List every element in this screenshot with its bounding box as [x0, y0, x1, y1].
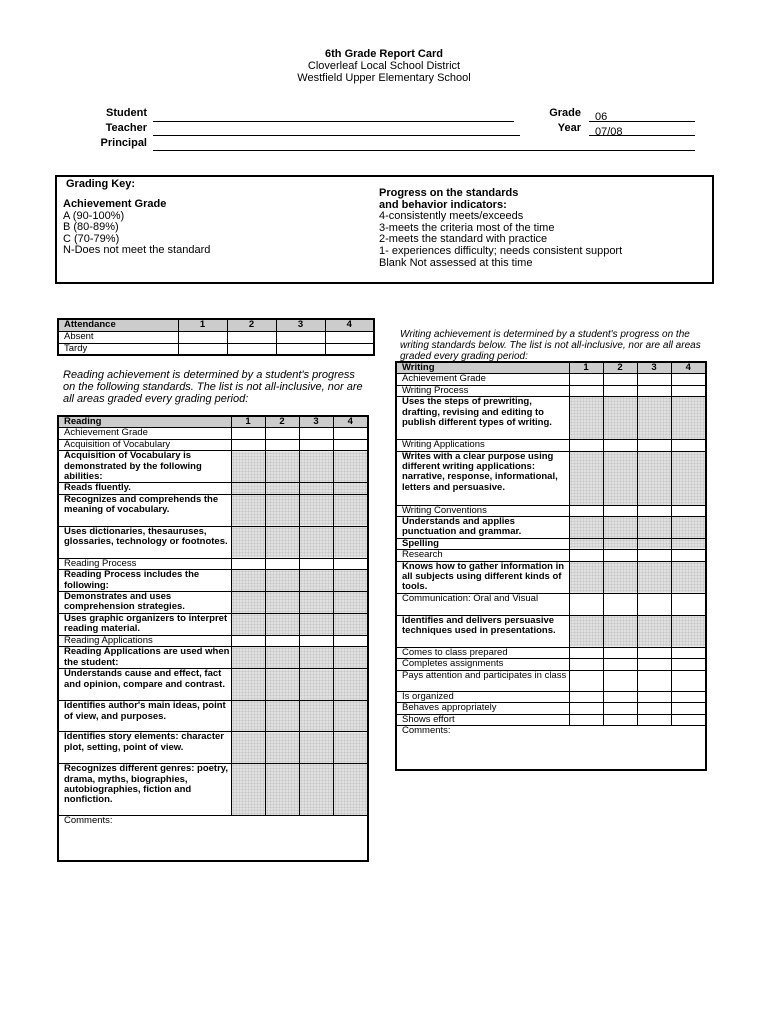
standard-label: Identifies author's main ideas, point of view, and purposes.	[58, 701, 231, 732]
column-header: 2	[227, 319, 276, 331]
grade-cell[interactable]	[671, 659, 706, 670]
grade-cell[interactable]	[333, 732, 368, 764]
table-row	[58, 592, 368, 614]
grade-cell[interactable]	[299, 483, 333, 494]
grade-cell[interactable]	[569, 561, 603, 593]
standard-label: Writing Applications	[396, 440, 569, 451]
grade-cell[interactable]	[637, 374, 671, 385]
grade-cell[interactable]	[265, 701, 299, 732]
table-row	[396, 374, 706, 385]
standard-label: Writing Conventions	[396, 505, 569, 516]
standard-label: Reading Applications	[58, 635, 231, 646]
grade-cell[interactable]	[671, 561, 706, 593]
grade-cell[interactable]	[671, 385, 706, 396]
reading-note: Reading achievement is determined by a student's progress on the following standards. The list is not all-inclusive, nor are all areas graded every grading period:	[63, 369, 363, 405]
district-name: Cloverleaf Local School District	[307, 60, 461, 72]
grade-cell[interactable]	[231, 592, 265, 614]
grade-cell[interactable]	[637, 593, 671, 615]
column-header: 1	[569, 362, 603, 374]
grade-cell[interactable]	[333, 451, 368, 483]
grade-cell[interactable]	[671, 714, 706, 725]
grade-cell[interactable]	[637, 550, 671, 561]
year-value: 07/08	[595, 126, 623, 138]
achievement-key-item: B (80-89%)	[63, 221, 119, 234]
table-row	[396, 659, 706, 670]
grade-cell[interactable]	[569, 615, 603, 647]
attendance-table	[57, 318, 375, 356]
standard-label: Identifies and delivers persuasive techniques used in presentations.	[396, 615, 569, 647]
year-field[interactable]	[589, 122, 695, 136]
attendance-row-label: Absent	[58, 331, 178, 343]
grade-cell[interactable]	[231, 439, 265, 450]
grade-cell[interactable]	[265, 592, 299, 614]
grade-cell[interactable]	[265, 669, 299, 701]
grade-cell[interactable]	[265, 764, 299, 816]
student-field[interactable]	[153, 107, 514, 122]
grade-cell[interactable]	[325, 343, 374, 355]
grade-cell[interactable]	[569, 440, 603, 451]
table-row	[58, 558, 368, 569]
report-title: 6th Grade Report Card	[325, 48, 443, 60]
grade-cell[interactable]	[603, 397, 637, 440]
grade-cell[interactable]	[265, 526, 299, 558]
reading-table	[57, 415, 369, 862]
grade-cell[interactable]	[333, 614, 368, 636]
grade-label: Grade	[549, 107, 581, 119]
grade-cell[interactable]	[569, 593, 603, 615]
grade-cell[interactable]	[299, 428, 333, 439]
column-header: 3	[637, 362, 671, 374]
grade-cell[interactable]	[569, 714, 603, 725]
grade-cell[interactable]	[299, 570, 333, 592]
column-header: 3	[276, 319, 325, 331]
table-row	[58, 439, 368, 450]
grade-cell[interactable]	[569, 385, 603, 396]
grade-cell[interactable]	[671, 517, 706, 539]
table-row	[58, 428, 368, 439]
grade-cell[interactable]	[265, 494, 299, 526]
grade-cell[interactable]	[637, 670, 671, 691]
grade-cell[interactable]	[231, 428, 265, 439]
grade-cell[interactable]	[603, 561, 637, 593]
table-row	[396, 385, 706, 396]
grade-cell[interactable]	[325, 331, 374, 343]
grade-cell[interactable]	[265, 647, 299, 669]
grade-cell[interactable]	[671, 615, 706, 647]
grade-cell[interactable]	[227, 343, 276, 355]
grade-cell[interactable]	[637, 451, 671, 505]
grade-cell[interactable]	[299, 732, 333, 764]
column-header: 1	[231, 416, 265, 428]
grade-cell[interactable]	[265, 570, 299, 592]
grade-cell[interactable]	[276, 331, 325, 343]
grade-cell[interactable]	[299, 764, 333, 816]
grade-cell[interactable]	[569, 670, 603, 691]
standard-label: Acquisition of Vocabulary is demonstrated by the following abilities:	[58, 451, 231, 483]
grade-cell[interactable]	[671, 505, 706, 516]
table-row	[396, 517, 706, 539]
grade-cell[interactable]	[265, 428, 299, 439]
grade-cell[interactable]	[299, 558, 333, 569]
grade-cell[interactable]	[333, 428, 368, 439]
grade-cell[interactable]	[637, 615, 671, 647]
report-header	[0, 48, 768, 84]
grade-cell[interactable]	[231, 614, 265, 636]
standard-label: Comes to class prepared	[396, 647, 569, 658]
table-row	[58, 494, 368, 526]
grade-cell[interactable]	[333, 558, 368, 569]
achievement-key-item: A (90-100%)	[63, 209, 125, 222]
comments-area[interactable]: Comments:	[58, 816, 368, 861]
grade-cell[interactable]	[637, 505, 671, 516]
grade-cell[interactable]	[299, 451, 333, 483]
table-row	[58, 732, 368, 764]
achievement-key-title: Achievement Grade	[63, 198, 167, 210]
grade-cell[interactable]	[603, 691, 637, 702]
grade-cell[interactable]	[569, 550, 603, 561]
grade-cell[interactable]	[671, 397, 706, 440]
grade-cell[interactable]	[299, 592, 333, 614]
grade-cell[interactable]	[603, 659, 637, 670]
grade-cell[interactable]	[231, 764, 265, 816]
grade-cell[interactable]	[333, 570, 368, 592]
grade-cell[interactable]	[603, 440, 637, 451]
progress-key	[379, 188, 622, 269]
table-row	[396, 593, 706, 615]
grade-cell[interactable]	[637, 561, 671, 593]
standard-label: Reads fluently.	[58, 483, 231, 494]
grade-cell[interactable]	[227, 331, 276, 343]
column-header: 4	[333, 416, 368, 428]
grade-cell[interactable]	[603, 647, 637, 658]
grade-cell[interactable]	[569, 659, 603, 670]
column-header: 2	[603, 362, 637, 374]
standard-label: Spelling	[396, 538, 569, 549]
table-row	[396, 505, 706, 516]
grade-cell[interactable]	[333, 635, 368, 646]
grade-cell[interactable]	[231, 701, 265, 732]
grade-cell[interactable]	[603, 714, 637, 725]
grade-cell[interactable]	[333, 592, 368, 614]
table-row	[396, 714, 706, 725]
grade-cell[interactable]	[671, 550, 706, 561]
table-row	[396, 451, 706, 505]
progress-key-item: 4-consistently meets/exceeds	[379, 210, 524, 223]
grading-key-title: Grading Key:	[66, 178, 136, 190]
grade-cell[interactable]	[671, 593, 706, 615]
grade-cell[interactable]	[231, 451, 265, 483]
grading-key-box	[55, 175, 714, 284]
progress-key-item: 2-meets the standard with practice	[379, 233, 548, 246]
progress-key-title: and behavior indicators:	[379, 198, 507, 211]
teacher-label: Teacher	[105, 122, 147, 134]
standard-label: Research	[396, 550, 569, 561]
standard-label: Uses the steps of prewriting, drafting, revising and editing to publish different types of writing.	[396, 397, 569, 440]
standard-label: Recognizes and comprehends the meaning of vocabulary.	[58, 494, 231, 526]
table-row	[396, 397, 706, 440]
grade-cell[interactable]	[333, 647, 368, 669]
grade-cell[interactable]	[299, 647, 333, 669]
grade-cell[interactable]	[603, 703, 637, 714]
grade-cell[interactable]	[603, 550, 637, 561]
grade-cell[interactable]	[603, 670, 637, 691]
grade-cell[interactable]	[231, 526, 265, 558]
standard-label: Is organized	[396, 691, 569, 702]
grade-cell[interactable]	[231, 635, 265, 646]
writing-table	[395, 361, 707, 771]
table-row	[396, 670, 706, 691]
progress-key-item: 3-meets the criteria most of the time	[379, 221, 555, 234]
grade-cell[interactable]	[231, 558, 265, 569]
achievement-key-item: C (70-79%)	[63, 232, 120, 245]
grade-cell[interactable]	[569, 647, 603, 658]
grade-cell[interactable]	[333, 701, 368, 732]
attendance-row-label: Tardy	[58, 343, 178, 355]
standard-label: Understands and applies punctuation and grammar.	[396, 517, 569, 539]
grade-cell[interactable]	[569, 505, 603, 516]
grade-cell[interactable]	[178, 331, 227, 343]
standard-label: Reading Process includes the following:	[58, 570, 231, 592]
table-row	[396, 550, 706, 561]
grade-cell[interactable]	[333, 494, 368, 526]
standard-label: Uses graphic organizers to interpret reading material.	[58, 614, 231, 636]
standard-label: Communication: Oral and Visual	[396, 593, 569, 615]
grade-cell[interactable]	[333, 483, 368, 494]
grade-cell[interactable]	[603, 538, 637, 549]
student-label: Student	[106, 107, 147, 119]
table-row	[396, 538, 706, 549]
achievement-key	[63, 199, 210, 257]
grade-cell[interactable]	[637, 703, 671, 714]
grade-cell[interactable]	[671, 670, 706, 691]
grade-cell[interactable]	[333, 764, 368, 816]
principal-field[interactable]	[153, 137, 695, 151]
standard-label: Demonstrates and uses comprehension strategies.	[58, 592, 231, 614]
grade-cell[interactable]	[671, 538, 706, 549]
principal-label: Principal	[100, 137, 147, 149]
grade-cell[interactable]	[637, 397, 671, 440]
grade-cell[interactable]	[569, 703, 603, 714]
grade-cell[interactable]	[231, 732, 265, 764]
table-row	[396, 615, 706, 647]
grade-cell[interactable]	[299, 635, 333, 646]
grade-cell[interactable]	[333, 526, 368, 558]
grade-cell[interactable]	[299, 439, 333, 450]
column-header: 4	[325, 319, 374, 331]
grade-cell[interactable]	[569, 538, 603, 549]
standard-label: Achievement Grade	[58, 428, 231, 439]
standard-label: Writes with a clear purpose using different writing applications: narrative, response, informational, letters and persuasive.	[396, 451, 569, 505]
standard-label: Completes assignments	[396, 659, 569, 670]
grade-cell[interactable]	[603, 451, 637, 505]
table-row	[58, 570, 368, 592]
grade-field[interactable]	[589, 107, 695, 122]
progress-key-title: Progress on the standards	[379, 187, 519, 199]
attendance-title: Attendance	[58, 319, 178, 331]
standard-label: Recognizes different genres: poetry, drama, myths, biographies, autobiographies, fiction and nonfiction.	[58, 764, 231, 816]
standard-label: Reading Process	[58, 558, 231, 569]
grade-cell[interactable]	[637, 691, 671, 702]
grade-cell[interactable]	[299, 701, 333, 732]
standard-label: Achievement Grade	[396, 374, 569, 385]
table-row	[58, 635, 368, 646]
progress-key-item: 1- experiences difficulty; needs consistent support	[379, 244, 623, 257]
grade-cell[interactable]	[671, 691, 706, 702]
table-row	[58, 614, 368, 636]
grade-cell[interactable]	[265, 439, 299, 450]
table-row	[396, 561, 706, 593]
school-name: Westfield Upper Elementary School	[297, 72, 471, 84]
grade-value: 06	[595, 111, 608, 123]
grade-cell[interactable]	[637, 385, 671, 396]
table-row	[58, 647, 368, 669]
grade-cell[interactable]	[333, 439, 368, 450]
column-header: 2	[265, 416, 299, 428]
table-row	[396, 440, 706, 451]
grade-cell[interactable]	[671, 647, 706, 658]
grade-cell[interactable]	[231, 494, 265, 526]
grade-cell[interactable]	[276, 343, 325, 355]
grade-cell[interactable]	[231, 647, 265, 669]
grade-cell[interactable]	[265, 483, 299, 494]
standard-label: Knows how to gather information in all subjects using different kinds of tools.	[396, 561, 569, 593]
grade-cell[interactable]	[637, 647, 671, 658]
standard-label: Identifies story elements: character plot, setting, point of view.	[58, 732, 231, 764]
grade-cell[interactable]	[265, 558, 299, 569]
table-row	[58, 669, 368, 701]
year-label: Year	[557, 122, 581, 134]
standard-label: Writing Process	[396, 385, 569, 396]
table-row	[396, 691, 706, 702]
grade-cell[interactable]	[603, 517, 637, 539]
grade-cell[interactable]	[671, 703, 706, 714]
grade-cell[interactable]	[637, 714, 671, 725]
grade-cell[interactable]	[603, 593, 637, 615]
grade-cell[interactable]	[671, 440, 706, 451]
grade-cell[interactable]	[178, 343, 227, 355]
table-row	[396, 703, 706, 714]
reading-title: Reading	[58, 416, 231, 428]
grade-cell[interactable]	[265, 614, 299, 636]
grade-cell[interactable]	[603, 615, 637, 647]
grade-cell[interactable]	[299, 614, 333, 636]
grade-cell[interactable]	[231, 570, 265, 592]
grade-cell[interactable]	[569, 374, 603, 385]
grade-cell[interactable]	[603, 385, 637, 396]
grade-cell[interactable]	[671, 374, 706, 385]
grade-cell[interactable]	[231, 669, 265, 701]
grade-cell[interactable]	[231, 483, 265, 494]
standard-label: Behaves appropriately	[396, 703, 569, 714]
grade-cell[interactable]	[637, 440, 671, 451]
grade-cell[interactable]	[333, 669, 368, 701]
comments-area[interactable]: Comments:	[396, 725, 706, 770]
grade-cell[interactable]	[569, 397, 603, 440]
grade-cell[interactable]	[569, 517, 603, 539]
grade-cell[interactable]	[265, 451, 299, 483]
grade-cell[interactable]	[569, 451, 603, 505]
grade-cell[interactable]	[299, 494, 333, 526]
achievement-key-item: N-Does not meet the standard	[63, 244, 211, 257]
grade-cell[interactable]	[671, 451, 706, 505]
table-row	[396, 647, 706, 658]
grade-cell[interactable]	[299, 669, 333, 701]
standard-label: Uses dictionaries, thesauruses, glossaries, technology or footnotes.	[58, 526, 231, 558]
table-row	[58, 526, 368, 558]
table-row	[58, 483, 368, 494]
standard-label: Acquisition of Vocabulary	[58, 439, 231, 450]
column-header: 4	[671, 362, 706, 374]
grade-cell[interactable]	[637, 659, 671, 670]
teacher-field[interactable]	[153, 122, 520, 136]
grade-cell[interactable]	[637, 517, 671, 539]
table-row	[58, 451, 368, 483]
column-header: 3	[299, 416, 333, 428]
column-header: 1	[178, 319, 227, 331]
table-row	[58, 701, 368, 732]
standard-label: Understands cause and effect, fact and opinion, compare and contrast.	[58, 669, 231, 701]
writing-title: Writing	[396, 362, 569, 374]
grade-cell[interactable]	[603, 374, 637, 385]
standard-label: Pays attention and participates in class	[396, 670, 569, 691]
standard-label: Reading Applications are used when the student:	[58, 647, 231, 669]
grade-cell[interactable]	[637, 538, 671, 549]
grade-cell[interactable]	[265, 732, 299, 764]
standard-label: Shows effort	[396, 714, 569, 725]
writing-note: Writing achievement is determined by a student's progress on the writing standards below. The list is not all-inclusive, nor are all areas graded every grading period:	[400, 329, 701, 362]
grade-cell[interactable]	[569, 691, 603, 702]
grade-cell[interactable]	[265, 635, 299, 646]
progress-key-item: Blank Not assessed at this time	[379, 256, 533, 269]
grade-cell[interactable]	[299, 526, 333, 558]
grade-cell[interactable]	[603, 505, 637, 516]
table-row	[58, 764, 368, 816]
